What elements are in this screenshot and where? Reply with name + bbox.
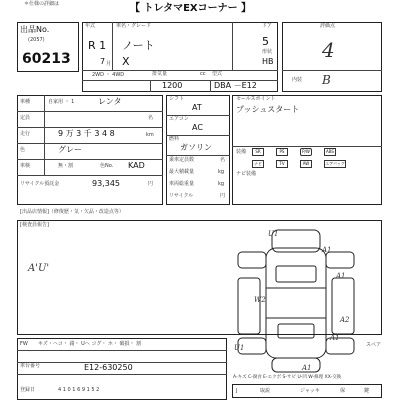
inspection-label: 車検 [20,163,31,169]
doors-label: ドア [262,23,272,29]
lot-sub: (2057) [28,37,45,43]
damage-mark: A1 [330,334,340,342]
shift-label: シフト [169,96,185,102]
shift-value: AT [192,103,202,112]
damage-mark: W2 [254,296,266,304]
car-name: ノート [122,39,155,52]
score-value: 4 [322,38,335,62]
color-no-label: 色No. [100,163,114,169]
equipment-tv: TV [276,160,288,168]
cc-unit: cc [200,71,206,77]
chassis-label: 車台番号 [20,363,41,369]
doors-value: 5 [262,35,269,48]
equipment-sr: SR [252,148,264,156]
car-name-label: 車名・グレード [116,23,152,29]
rear-window-outline [278,324,314,338]
lot-label: 出品No. [20,25,50,34]
mileage-label: 走行 [20,131,31,137]
score-label: 評価点 [320,23,336,29]
windshield-outline [276,266,316,282]
damage-mark: A1 [336,272,346,280]
navi-label: ナビ装備 [236,171,257,177]
last-label: 登録日 [20,387,36,393]
chassis-value: E12-630250 [84,363,133,372]
fuel-label: 燃料 [169,136,180,142]
model-label: 型式 [212,71,223,77]
drive-type: 2WD ・ 4WD [92,72,125,78]
accessory-item: 鍵 [364,388,370,394]
equipment-label: 装備 [236,149,247,155]
fuel-value: ガソリン [180,143,212,152]
recycle-value: 93,345 [92,179,120,188]
color-label: 色 [20,147,26,153]
inspector-label: [検査員報告] [20,222,49,228]
mech-row-label: 車両総重量 [169,181,195,187]
inspection-value: 無・割 [58,163,74,169]
shape-value: HB [262,57,274,66]
damage-mark: A1 [322,246,332,254]
mech-row-label: 最大積載量 [169,169,195,175]
accessory-item: J [236,388,238,394]
top-note: ＊仕様の詳細は [24,1,60,7]
sales-point-label: セールスポイント [236,96,276,102]
equipment-pw: P/W [300,148,312,156]
year-label: 年式 [85,23,96,29]
left-side-outline [238,278,260,334]
equipment-navi: ナビ [254,161,262,166]
page-title: 【 トレタマEXコーナー 】 [130,3,252,14]
dealer-note: [出品店情報]（修復歴・気・欠品・改造点等） [20,209,124,215]
spare-label: スペア [366,342,382,348]
sales-point-value: プッシュスタート [236,105,300,114]
mech-row-unit: kg [218,169,225,175]
type-options: 自家用 ・ 1 [48,99,75,105]
recycle-label: リサイクル預託金 [20,181,60,187]
car-grade: X [122,55,130,68]
mech-row-unit: 名 [220,157,226,163]
ac-value: AC [192,123,203,132]
mileage-unit: km [146,132,154,138]
year-value: R 1 [88,39,107,52]
front-right-outline [326,252,354,268]
damage-mark: A1 [302,364,312,372]
interior-value: B [322,73,331,87]
car-damage-diagram [232,222,364,382]
color-value: グレー [58,145,82,154]
last-value: 4 1 0 1 6 9 1 5 2 [58,387,100,393]
rear-bumper-outline [272,358,320,372]
model-value: DBA －E12 [214,81,257,90]
inspector-note: A'U' [28,263,50,274]
equipment-airbag: エアバッグ [325,161,345,166]
interior-label: 内装 [292,77,303,83]
capacity-label: 定員 [20,115,31,121]
damage-mark: U1 [234,344,245,352]
shape-label: 形状 [262,49,273,55]
damage-mark: A2 [340,316,350,324]
mech-row-unit: 円 [220,193,226,199]
type-value: レンタ [98,97,122,106]
accessory-item: 保 [340,388,346,394]
accessory-item: 取説 [260,388,271,394]
equipment-abs: ABS [324,148,336,156]
front-bumper-outline [272,230,320,252]
damage-legend: A-キズ C-腐食 E-エクボ S-サビ U-凹 W-修理 XX-交換 [233,375,342,380]
equipment-aw: AW [300,160,312,168]
cc-value: 1200 [162,81,183,90]
color-no-value: KAD [128,161,145,170]
mech-row-unit: kg [218,181,225,187]
type-label: 車種 [20,99,31,105]
body-outline [266,248,326,358]
damage-mark: U1 [268,230,279,238]
lot-number: 60213 [22,51,71,67]
capacity-unit: 名 [148,115,154,121]
right-side-outline [332,278,354,334]
accessory-item: ジャッキ [300,388,320,394]
ac-label: エアコン [169,116,189,122]
recycle-unit: 円 [148,181,154,187]
fw-label: FW [20,341,28,347]
fw-text: キズ・ヘコ・ 錆・ Uヘ コグ・ ホ・ 破損・ 割 [38,341,142,347]
mech-row-label: 乗車定員数 [169,157,195,163]
equipment-ps: PS [276,148,288,156]
year-month: 7 [100,57,106,66]
cc-label: 排気量 [152,71,168,77]
mileage-value: 9 万 3 千 3 4 8 [58,129,115,138]
front-left-outline [238,252,266,268]
mech-row-label: リサイクル [169,193,194,199]
year-month-suffix: 月 [106,61,112,67]
